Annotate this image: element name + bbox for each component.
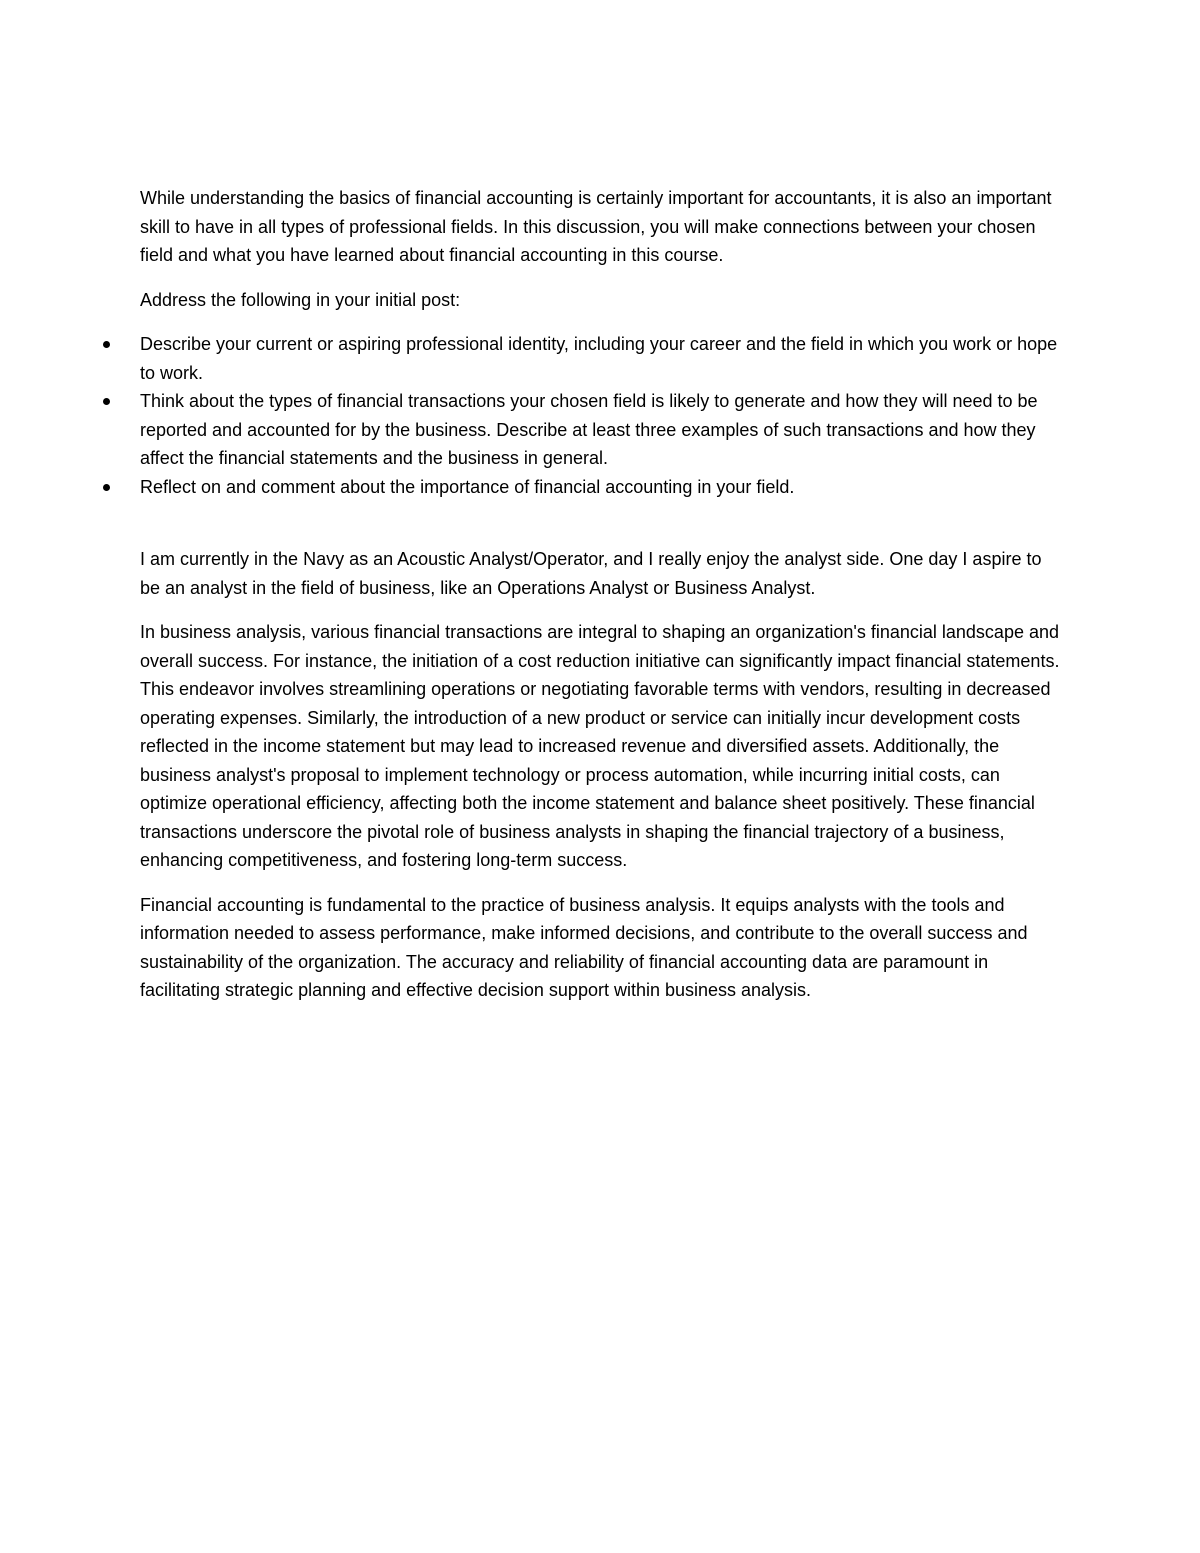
prompt-bullet-list	[140, 330, 1060, 501]
bullet-item-importance	[140, 473, 1060, 502]
response-paragraph-importance: Financial accounting is fundamental to the practice of business analysis. It equips analysts with the tools and information needed to assess performance, make informed decisions, and contribute to the overall success and sustainability of the organization. The accuracy and reliability of financial accounting data are paramount in facilitating strategic planning and effective decision support within business analysis.	[140, 894, 1028, 1000]
bullet-text: Reflect on and comment about the importance of financial accounting in your field.	[140, 476, 795, 497]
response-paragraph-identity: I am currently in the Navy as an Acoustic Analyst/Operator, and I really enjoy the analyst side. One day I aspire to be an analyst in the field of business, like an Operations Analyst or Business Analyst.	[140, 549, 1042, 598]
address-heading: Address the following in your initial post:	[140, 289, 461, 310]
bullet-item-identity	[140, 330, 1060, 387]
document-body	[140, 184, 1060, 1021]
bullet-icon	[103, 341, 110, 348]
prompt-intro-paragraph: While understanding the basics of financial accounting is certainly important for accountants, it is also an important skill to have in all types of professional fields. In this discussion, you will make connections between your chosen field and what you have learned about financial accounting in this course.	[140, 188, 1052, 265]
section-spacer	[140, 501, 1060, 545]
bullet-text: Describe your current or aspiring professional identity, including your career and the field in which you work or hope to work.	[140, 334, 1058, 383]
bullet-icon	[103, 398, 110, 405]
bullet-icon	[103, 484, 110, 491]
bullet-text: Think about the types of financial transactions your chosen field is likely to generate and how they will need to be reported and accounted for by the business. Describe at least three examples of such transactions and how they affect the financial statements and the business in general.	[140, 391, 1038, 468]
bullet-item-transactions	[140, 387, 1060, 473]
response-paragraph-transactions: In business analysis, various financial transactions are integral to shaping an organization's financial landscape and overall success. For instance, the initiation of a cost reduction initiative can significantly impact financial statements. This endeavor involves streamlining operations or negotiating favorable terms with vendors, resulting in decreased operating expenses. Similarly, the introduction of a new product or service can initially incur development costs reflected in the income statement but may lead to increased revenue and diversified assets. Additionally, the business analyst's proposal to implement technology or process automation, while incurring initial costs, can optimize operational efficiency, affecting both the income statement and balance sheet positively. These financial transactions underscore the pivotal role of business analysts in shaping the financial trajectory of a business, enhancing competitiveness, and fostering long-term success.	[140, 622, 1060, 870]
